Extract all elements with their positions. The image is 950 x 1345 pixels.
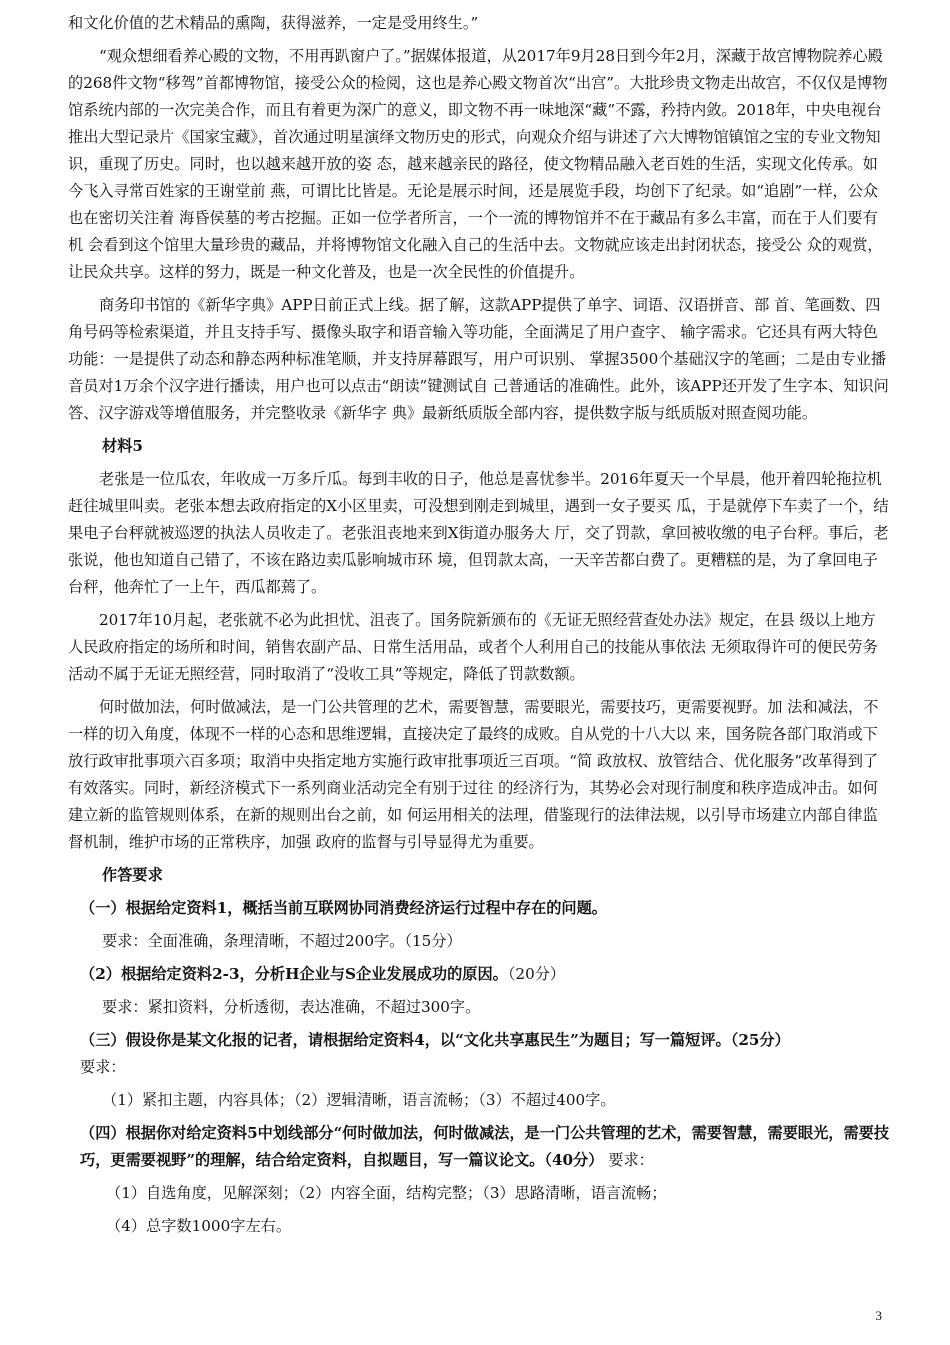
document-page [68, 10, 890, 1246]
question-3-requirement-label: 要求： [80, 1058, 126, 1076]
question-4-requirement-b: （4）总字数1000字左右。 [106, 1217, 292, 1235]
question-2-score: （20分） [507, 965, 566, 983]
question-2-requirement: 要求：紧扣资料，分析透彻，表达准确，不超过300字。 [102, 998, 481, 1016]
paragraph-melon-farmer: 老张是一位瓜农，年收成一万多斤瓜。每到丰收的日子，他总是喜忧参半。2016年夏天一个早晨，他开着四轮拖拉机赶往城里叫卖。老张本想去政府指定的X小区里卖，可没想到刚走到城里，遇到一女子要买 瓜，于是就停下车卖了一个，结果电子台秤就被巡逻的执法人员收走了。老张沮丧地来到X街道办服务大 厅，交了罚款，拿回被收缴的电子台秤。事后，老张说，他也知道自己错了，不该在路边卖瓜影响城市环 境，但罚款太高，一天辛苦都白费了。更糟糕的是，为了拿回电子台秤，他奔忙了一上午，西瓜都蔫了。 [68, 470, 889, 596]
paragraph-palace-museum: “观众想细看养心殿的文物，不用再趴窗户了。”据媒体报道，从2017年9月28日到今年2月，深藏于故宫博物院养心殿的268件文物“移驾”首都博物馆，接受公众的检阅，这也是养心殿文物首次“出宫”。大批珍贵文物走出故宫，不仅仅是博物馆系统内部的一次完美合作，而且有着更为深广的意义，即文物不再一味地深“藏”不露，矜持内敛。2018年，中央电视台推出大型记录片《国家宝藏》，首次通过明星演绎文物历史的形式，向观众介绍与讲述了六大博物馆镇馆之宝的专业文物知识，重现了历史。同时，也以越来越开放的姿 态，越来越亲民的路径，使文物精品融入老百姓的生活，实现文化传承。如今飞入寻常百姓家的王谢堂前 燕，可谓比比皆是。无论是展示时间，还是展览手段，均创下了纪录。如“追剧”一样，公众也在密切关注着 海昏侯墓的考古挖掘。正如一位学者所言，一个一流的博物馆并不在于藏品有多么丰富，而在于人们要有机 会看到这个馆里大量珍贵的藏品，并将博物馆文化融入自己的生活中去。文物就应该走出封闭状态，接受公 众的观赏，让民众共享。这样的努力，既是一种文化普及，也是一次全民性的价值提升。 [68, 47, 888, 281]
question-2: （2）根据给定资料2-3，分析H企业与S企业发展成功的原因。（20分） [80, 965, 566, 983]
question-4-requirement-label: 要求： [603, 1151, 654, 1169]
requirements-heading: 作答要求 [102, 866, 163, 884]
material-5-heading: 材料5 [102, 437, 143, 455]
paragraph-continuation: 和文化价值的艺术精品的熏陶，获得滋养，一定是受用终生。” [68, 14, 479, 32]
question-1-requirement: 要求：全面准确，条理清晰，不超过200字。（15分） [102, 932, 462, 950]
question-4-requirement-a: （1）自选角度，见解深刻；（2）内容全面，结构完整；（3）思路清晰，语言流畅； [106, 1184, 667, 1202]
question-4: （四）根据你对给定资料5中划线部分“何时做加法，何时做减法，是一门公共管理的艺术，需要智慧，需要眼光，需要技巧，更需要视野”的理解，结合给定资料，自拟题目，写一篇议论文。（40分） 要求： [80, 1124, 890, 1169]
page-number: 3 [875, 1308, 882, 1323]
question-1: （一）根据给定资料1，概括当前互联网协同消费经济运行过程中存在的问题。 [80, 899, 607, 917]
question-3: （三）假设你是某文化报的记者，请根据给定资料4，以“文化共享惠民生”为题目；写一篇短评。（25分） 要求： [80, 1031, 790, 1076]
paragraph-regulation: 2017年10月起，老张就不必为此担忧、沮丧了。国务院新颁布的《无证无照经营查处办法》规定，在县 级以上地方人民政府指定的场所和时间，销售农副产品、日常生活用品，或者个人利用自己的技能从事依法 无须取得许可的便民劳务活动不属于无证无照经营，同时取消了“没收工具”等规定，降低了罚款数额。 [68, 611, 878, 683]
paragraph-public-management: 何时做加法，何时做减法，是一门公共管理的艺术，需要智慧，需要眼光，需要技巧，更需要视野。加 法和减法，不一样的切入角度，体现不一样的心态和思维逻辑，直接决定了最终的成败。自从党的十八大以 来，国务院各部门取消或下放行政审批事项六百多项；取消中央指定地方实施行政审批事项近三百项。“简 政放权、放管结合、优化服务”改革得到了有效落实。同时，新经济模式下一系列商业活动完全有别于过往 的经济行为，其势必会对现行制度和秩序造成冲击。如何建立新的监管规则体系，在新的规则出台之前，如 何运用相关的法理，借鉴现行的法律法规，以引导市场建立内部自律监督机制，维护市场的正常秩序，加强 政府的监督与引导显得尤为重要。 [68, 698, 879, 851]
question-3-requirement: （1）紧扣主题，内容具体；（2）逻辑清晰，语言流畅；（3）不超过400字。 [102, 1091, 616, 1109]
paragraph-xinhua-app: 商务印书馆的《新华字典》APP日前正式上线。据了解，这款APP提供了单字、词语、汉语拼音、部 首、笔画数、四角号码等检索渠道，并且支持手写、摄像头取字和语音输入等功能，全面满足了用户查字、 输字需求。它还具有两大特色功能：一是提供了动态和静态两种标准笔顺，并支持屏幕跟写，用户可识别、 掌握3500个基础汉字的笔画；二是由专业播音员对1万余个汉字进行播读，用户也可以点击“朗读”键测试自 己普通话的准确性。此外，该APP还开发了生字本、知识问答、汉字游戏等增值服务，并完整收录《新华字 典》最新纸质版全部内容，提供数字版与纸质版对照查阅功能。 [68, 296, 889, 422]
